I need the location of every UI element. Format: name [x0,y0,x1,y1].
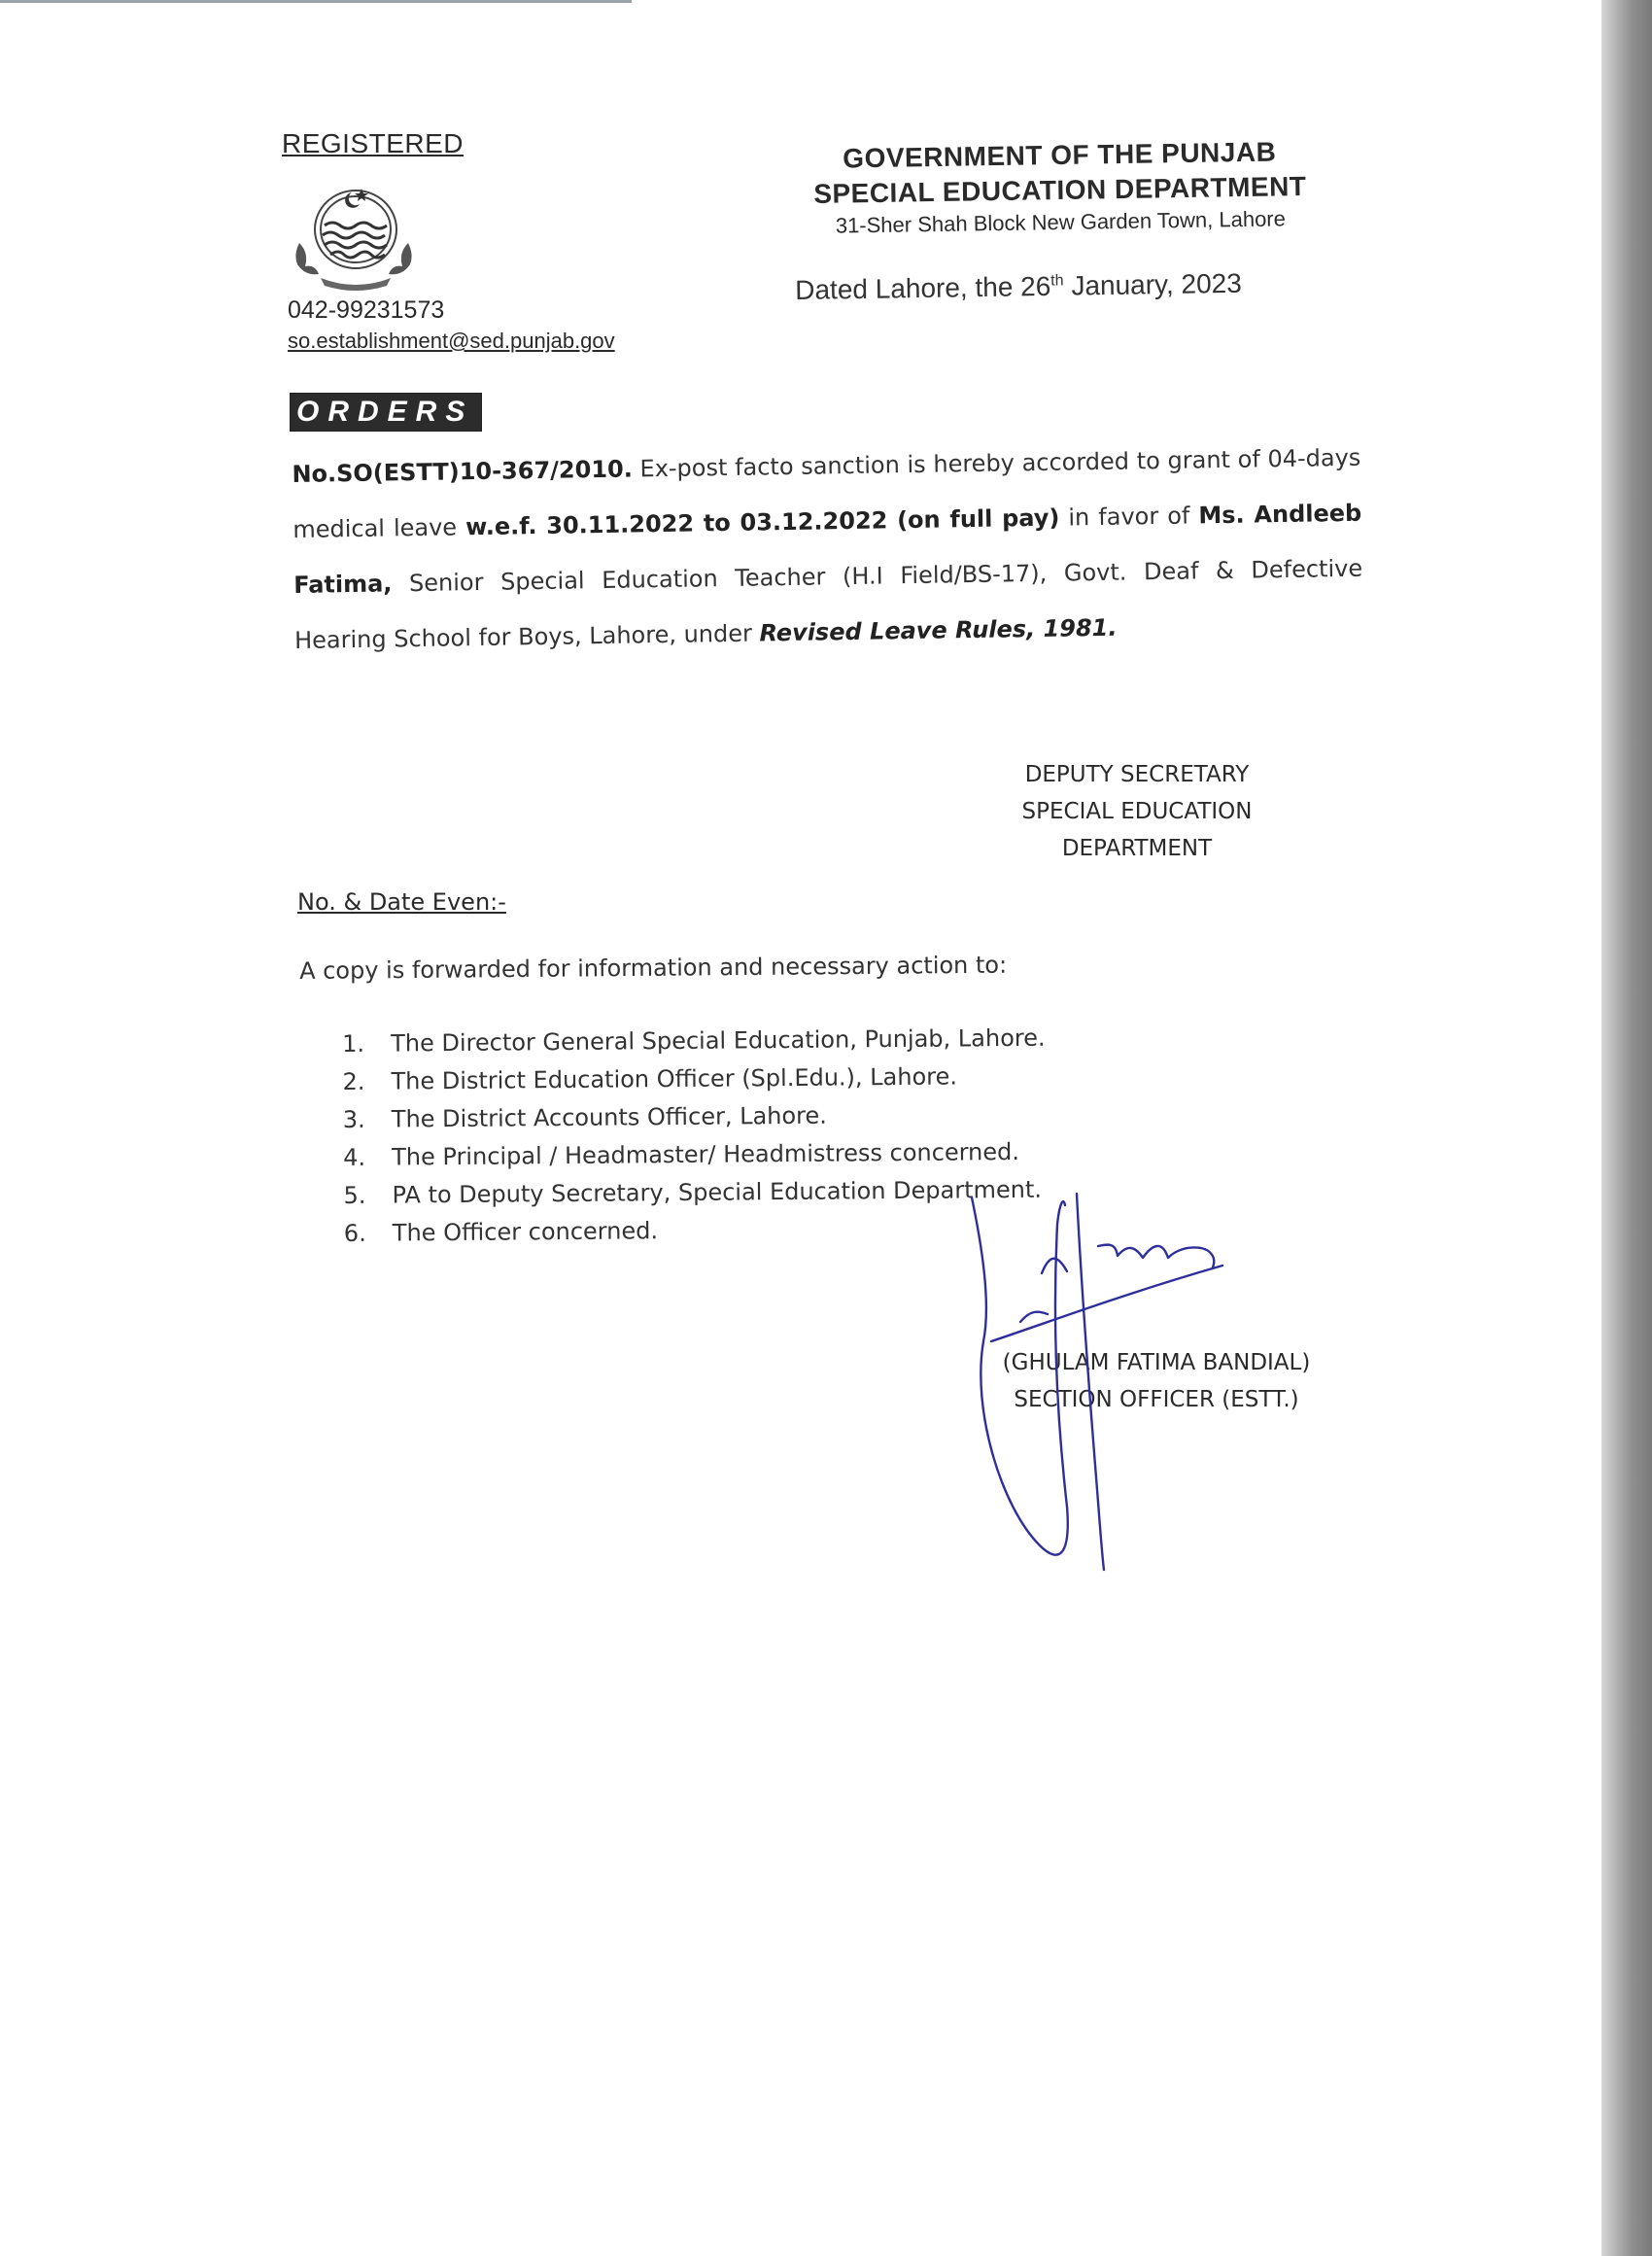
list-number: 2. [342,1067,365,1095]
punjab-emblem-icon [293,175,414,295]
order-leave-period: w.e.f. 30.11.2022 to 03.12.2022 (on full pay) [465,503,1060,541]
list-text: The Officer concerned. [392,1217,659,1247]
list-number: 5. [343,1181,366,1209]
forward-text: A copy is forwarded for information and necessary action to: [299,951,1008,985]
list-item [344,1209,1048,1253]
deputy-secretary-block [991,756,1283,867]
copy-to-list [342,1020,1047,1253]
list-text: The District Education Officer (Spl.Edu.), Lahore. [391,1062,958,1095]
list-text: PA to Deputy Secretary, Special Education Department. [392,1175,1043,1209]
scan-edge-right [1601,0,1652,2256]
email-link[interactable]: so.establishment@sed.punjab.gov [288,329,615,353]
department-title: SPECIAL EDUCATION DEPARTMENT [813,171,1307,209]
list-number: 1. [342,1029,365,1058]
list-item [342,1058,1046,1101]
deputy-line-1: DEPUTY SECRETARY [1024,762,1250,787]
department-heading [768,133,1353,241]
order-text-1: Ex-post facto sanction is hereby accorded to grant of 04-days medical leave [293,443,1361,543]
leave-rules: Revised Leave Rules, 1981. [759,613,1118,647]
phone-number: 042-99231573 [288,296,445,324]
list-number: 6. [343,1219,366,1247]
dated-suffix: January, 2023 [1063,267,1243,301]
signature-icon [962,1186,1254,1575]
officer-name: (GHULAM FATIMA BANDIAL) [1002,1350,1311,1375]
government-title: GOVERNMENT OF THE PUNJAB [843,136,1277,174]
order-text-3: Senior Special Education Teacher (H.I Field/BS-17), Govt. Deaf & Defective Hearing School for Boys, Lahore, under [293,554,1363,654]
list-number: 4. [343,1143,366,1171]
registered-label: REGISTERED [282,128,465,158]
officer-title: SECTION OFFICER (ESTT.) [1014,1387,1299,1412]
list-number: 3. [342,1105,365,1133]
order-paragraph [292,431,1363,669]
list-text: The Director General Special Education, Punjab, Lahore. [391,1024,1046,1058]
list-item [343,1133,1047,1177]
list-item [342,1020,1046,1063]
list-item [343,1095,1047,1139]
list-text: The Principal / Headmaster/ Headmistress concerned. [392,1137,1020,1171]
scan-edge-top [0,0,632,3]
deputy-line-3: DEPARTMENT [1061,836,1213,861]
order-number: No.SO(ESTT)10-367/2010. [292,455,634,488]
no-date-even-label: No. & Date Even:- [297,888,506,916]
list-item [343,1171,1047,1215]
dated-prefix: Dated Lahore, the 26 [795,270,1051,305]
employee-name: Ms. Andleeb Fatima, [293,499,1362,599]
dated-line [795,268,1242,306]
orders-heading: ORDERS [290,393,482,432]
list-text: The District Accounts Officer, Lahore. [391,1101,827,1133]
order-text-2: in favor of [1059,502,1199,532]
dated-ordinal: th [1050,272,1064,290]
deputy-line-2: SPECIAL EDUCATION [1021,799,1253,824]
department-address: 31-Sher Shah Block New Garden Town, Lahore [835,206,1287,238]
